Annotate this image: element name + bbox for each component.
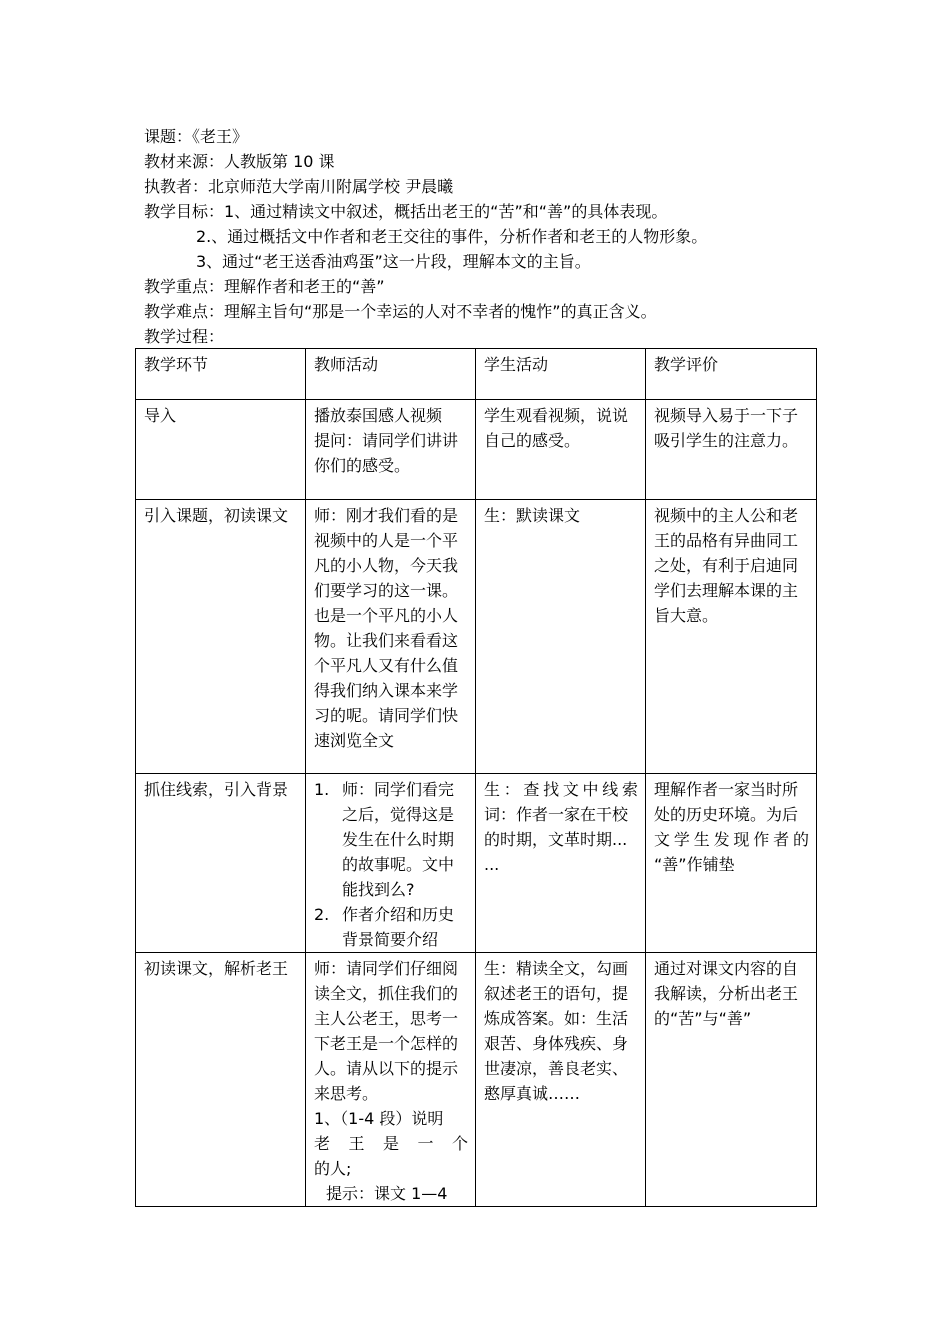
cell-line: 吸引学生的注意力。 bbox=[654, 431, 799, 450]
lesson-header bbox=[144, 124, 824, 349]
cell-line: 我解读，分析出老王 bbox=[654, 984, 799, 1003]
cell-line: 1、（1-4 段）说明 bbox=[314, 1109, 444, 1128]
cell-line: 处的历史环境。为后 bbox=[654, 805, 799, 824]
cell-line: 视频中的人是一个平 bbox=[314, 531, 459, 550]
table-row bbox=[136, 500, 817, 774]
cell-line: 自己的感受。 bbox=[484, 431, 581, 450]
cell-line: 文学生发现作者的 bbox=[654, 830, 809, 849]
cell-line: 的故事呢。文中 bbox=[342, 855, 455, 874]
cell-line: 通过对课文内容的自 bbox=[654, 959, 799, 978]
cell-line: 个平凡人又有什么值 bbox=[314, 656, 459, 675]
cell-line: 生：精读全文，勾画 bbox=[484, 959, 629, 978]
cell-line: 能找到么? bbox=[342, 880, 415, 899]
teacher-activity-cell bbox=[306, 774, 476, 953]
cell-line: 下老王是一个怎样的 bbox=[314, 1034, 459, 1053]
cell-line: 之处，有利于启迪同 bbox=[654, 556, 799, 575]
cell-line: 来思考。 bbox=[314, 1084, 379, 1103]
cell-line: 凡的小人物，今天我 bbox=[314, 556, 459, 575]
teaching-difficulty: 教学难点：理解主旨句“那是一个幸运的人对不幸者的愧怍”的真正含义。 bbox=[144, 302, 657, 321]
cell-line: 词：作者一家在干校 bbox=[484, 805, 629, 824]
cell-line: 生：查找文中线索 bbox=[484, 780, 638, 799]
cell-line: 习的呢。请同学们快 bbox=[314, 706, 459, 725]
teaching-goal-1: 教学目标：1、通过精读文中叙述，概括出老王的“苦”和“善”的具体表现。 bbox=[144, 202, 668, 221]
cell-line: 物。让我们来看看这 bbox=[314, 631, 459, 650]
cell-line: 之后，觉得这是 bbox=[342, 805, 455, 824]
cell-line: 世凄凉，善良老实、 bbox=[484, 1059, 629, 1078]
stage-cell: 引入课题，初读课文 bbox=[136, 500, 306, 774]
table-row bbox=[136, 400, 817, 500]
cell-line: 师：刚才我们看的是 bbox=[314, 506, 459, 525]
stage-cell: 导入 bbox=[136, 400, 306, 500]
student-activity-cell bbox=[476, 774, 646, 953]
teaching-focus: 教学重点：理解作者和老王的“善” bbox=[144, 277, 385, 296]
header-cell-stage: 教学环节 bbox=[136, 349, 306, 400]
teaching-goal-3: 3、通过“老王送香油鸡蛋”这一片段，理解本文的主旨。 bbox=[196, 252, 591, 271]
cell-line: 学们去理解本课的主 bbox=[654, 581, 799, 600]
cell-line: 炼成答案。如：生活 bbox=[484, 1009, 629, 1028]
teacher-activity-cell bbox=[306, 953, 476, 1207]
evaluation-cell bbox=[646, 774, 817, 953]
list-number: 2. bbox=[314, 905, 330, 924]
cell-line: 发生在什么时期 bbox=[342, 830, 455, 849]
cell-line: 读全文，抓住我们的 bbox=[314, 984, 459, 1003]
cell-line: 视频中的主人公和老 bbox=[654, 506, 799, 525]
cell-line: 主人公老王，思考一 bbox=[314, 1009, 459, 1028]
cell-line: 提问：请同学们讲讲 bbox=[314, 431, 459, 450]
stage-cell: 抓住线索，引入背景 bbox=[136, 774, 306, 953]
table-row bbox=[136, 774, 817, 953]
textbook-source: 教材来源：人教版第 10 课 bbox=[144, 152, 335, 171]
student-activity-cell bbox=[476, 953, 646, 1207]
cell-line: 的人; bbox=[314, 1159, 352, 1178]
lesson-plan-table bbox=[135, 348, 817, 1207]
cell-line: 播放泰国感人视频 bbox=[314, 406, 443, 425]
header-cell-student: 学生活动 bbox=[476, 349, 646, 400]
student-activity-cell bbox=[476, 500, 646, 774]
cell-line: 速浏览全文 bbox=[314, 731, 395, 750]
cell-line: 的时期，文革时期... bbox=[484, 830, 628, 849]
cell-line: 人。请从以下的提示 bbox=[314, 1059, 459, 1078]
cell-line: 视频导入易于一下子 bbox=[654, 406, 799, 425]
cell-line: 老 王 是 一 个 bbox=[314, 1134, 468, 1153]
evaluation-cell bbox=[646, 953, 817, 1207]
cell-line: 背景简要介绍 bbox=[342, 930, 439, 949]
header-cell-evaluation: 教学评价 bbox=[646, 349, 817, 400]
teacher-info: 执教者：北京师范大学南川附属学校 尹晨曦 bbox=[144, 177, 454, 196]
cell-line: 师：请同学们仔细阅 bbox=[314, 959, 459, 978]
cell-line: 的“苦”与“善” bbox=[654, 1009, 752, 1028]
list-item bbox=[314, 777, 468, 902]
cell-line: ... bbox=[484, 855, 500, 874]
cell-line: 作者介绍和历史 bbox=[342, 905, 455, 924]
cell-line: 王的品格有异曲同工 bbox=[654, 531, 799, 550]
stage-cell: 初读课文，解析老王 bbox=[136, 953, 306, 1207]
list-text bbox=[342, 902, 468, 952]
evaluation-cell bbox=[646, 500, 817, 774]
teacher-activity-cell bbox=[306, 400, 476, 500]
cell-line: “善”作铺垫 bbox=[654, 855, 735, 874]
cell-line: 也是一个平凡的小人 bbox=[314, 606, 459, 625]
cell-line: 憨厚真诚…… bbox=[484, 1084, 581, 1103]
table-row bbox=[136, 953, 817, 1207]
student-activity-cell bbox=[476, 400, 646, 500]
cell-line: 提示：课文 1—4 bbox=[326, 1184, 448, 1203]
cell-line: 你们的感受。 bbox=[314, 456, 411, 475]
cell-line: 理解作者一家当时所 bbox=[654, 780, 799, 799]
list-text bbox=[342, 777, 468, 902]
cell-line: 生：默读课文 bbox=[484, 506, 581, 525]
evaluation-cell bbox=[646, 400, 817, 500]
teacher-activity-cell bbox=[306, 500, 476, 774]
list-number: 1. bbox=[314, 780, 330, 799]
cell-line: 叙述老王的语句，提 bbox=[484, 984, 629, 1003]
header-cell-teacher: 教师活动 bbox=[306, 349, 476, 400]
cell-line: 们要学习的这一课。 bbox=[314, 581, 459, 600]
teaching-goal-2: 2.、通过概括文中作者和老王交往的事件，分析作者和老王的人物形象。 bbox=[196, 227, 708, 246]
course-title: 课题：《老王》 bbox=[144, 127, 249, 146]
cell-line: 师：同学们看完 bbox=[342, 780, 455, 799]
cell-line: 学生观看视频，说说 bbox=[484, 406, 629, 425]
list-item bbox=[314, 902, 468, 952]
cell-line: 艰苦、身体残疾、身 bbox=[484, 1034, 629, 1053]
cell-line: 得我们纳入课本来学 bbox=[314, 681, 459, 700]
teaching-process-label: 教学过程： bbox=[144, 327, 225, 346]
table-header-row bbox=[136, 349, 817, 400]
cell-line: 旨大意。 bbox=[654, 606, 719, 625]
